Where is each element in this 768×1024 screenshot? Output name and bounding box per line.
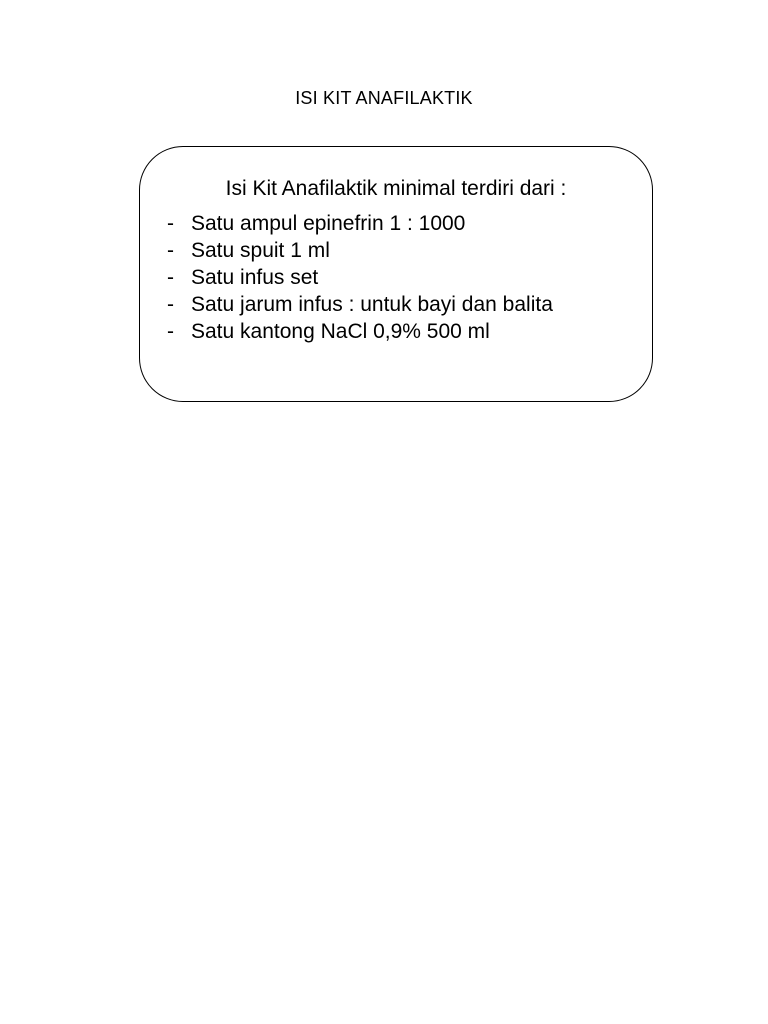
list-item: [167, 237, 553, 264]
box-heading: Isi Kit Anafilaktik minimal terdiri dari :: [225, 177, 567, 200]
list-item-text: Satu jarum infus : untuk bayi dan balita: [191, 293, 553, 316]
list-item: [167, 318, 553, 345]
list-item: [167, 210, 553, 237]
dash-bullet: -: [167, 293, 174, 316]
list-item-text: Satu ampul epinefrin 1 : 1000: [191, 212, 466, 235]
dash-bullet: -: [167, 212, 174, 235]
list-item-text: Satu spuit 1 ml: [191, 239, 330, 262]
page-title: ISI KIT ANAFILAKTIK: [295, 88, 473, 108]
kit-contents-box: [139, 146, 653, 402]
list-item: [167, 291, 553, 318]
list-item-text: Satu kantong NaCl 0,9% 500 ml: [191, 320, 490, 343]
kit-item-list: [167, 210, 553, 345]
list-item-text: Satu infus set: [191, 266, 319, 289]
dash-bullet: -: [167, 266, 174, 289]
dash-bullet: -: [167, 239, 174, 262]
list-item: [167, 264, 553, 291]
dash-bullet: -: [167, 320, 174, 343]
